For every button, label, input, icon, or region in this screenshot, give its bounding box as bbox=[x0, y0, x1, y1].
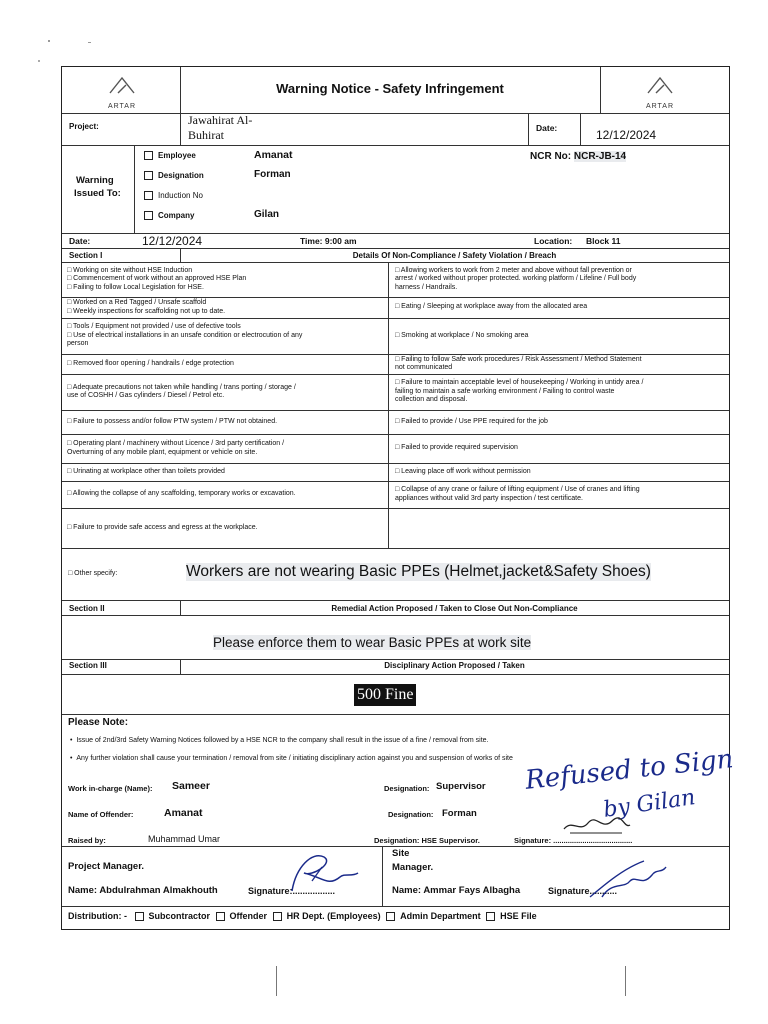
section1-item-line: □ Failure to maintain acceptable level of housekeeping / Working in untidy area / bbox=[395, 379, 644, 387]
section1-item-line: use of COSHH / Gas cylinders / Diesel / Petrol etc. bbox=[67, 392, 225, 399]
dateline-time: Time: 9:00 am bbox=[300, 236, 357, 246]
hse-file-label: HSE File bbox=[500, 911, 537, 921]
dateline-date-label: Date: bbox=[69, 236, 91, 246]
pm-signature bbox=[282, 847, 362, 897]
section3-value: 500 Fine bbox=[354, 684, 416, 706]
designation-label: Designation bbox=[158, 171, 204, 180]
company-label: Company bbox=[158, 211, 195, 220]
section1-item-line: failing to maintain a safe working environment / Failing to control waste bbox=[395, 387, 615, 395]
section3-label: Section III bbox=[69, 661, 107, 670]
section1-item-line: □ Commencement of work without an approved HSE Plan bbox=[67, 275, 247, 283]
section1-left-item[interactable] bbox=[67, 490, 385, 499]
induction-checkbox[interactable] bbox=[144, 191, 153, 200]
section2-title: Remedial Action Proposed / Taken to Close Out Non-Compliance bbox=[331, 604, 578, 613]
pm-name: Name: Abdulrahman Almakhouth bbox=[68, 885, 218, 896]
section1-left-item[interactable] bbox=[67, 267, 385, 293]
section1-left-item[interactable] bbox=[67, 418, 385, 427]
sm-title-line1: Site bbox=[392, 848, 410, 859]
project-date-label: Date: bbox=[536, 123, 558, 133]
section1-item-line: □ Urinating at workplace other than toilets provided bbox=[67, 467, 225, 475]
issued-label-line1: Warning bbox=[76, 175, 114, 186]
section1-item-line: □ Failed to provide required supervision bbox=[395, 444, 518, 452]
notes-item-1-text: Issue of 2nd/3rd Safety Warning Notices followed by a HSE NCR to the company shall result in the issue of a fine / removal from site. bbox=[76, 737, 489, 744]
section1-item-line: □ Allowing workers to work from 2 meter and above without fall prevention or bbox=[395, 266, 632, 274]
section1-left-item[interactable] bbox=[67, 440, 385, 457]
pm-signature-line: Signature:................. bbox=[248, 886, 336, 896]
section1-item-line: □ Collapse of any crane or failure of lifting equipment / Use of cranes and lifting bbox=[395, 486, 640, 493]
distribution-label: Distribution: - bbox=[68, 911, 127, 921]
section1-label: Section I bbox=[69, 251, 103, 260]
section1-item-line: □ Use of electrical installations in an unsafe condition or electrocution of any bbox=[67, 331, 303, 339]
induction-row bbox=[144, 191, 203, 200]
designation-row bbox=[144, 171, 204, 180]
incharge-value: Sameer bbox=[172, 780, 210, 792]
notes-item-2: • Any further violation shall cause your termination / removal from site / initiating disciplinary action against you and suspension of works of site bbox=[70, 755, 513, 762]
section1-right-item[interactable] bbox=[395, 486, 725, 503]
raised-label: Raised by: bbox=[68, 836, 106, 845]
incharge-designation-label: Designation: bbox=[384, 784, 430, 793]
handwritten-refused-note: Refused to Sign by Gilan bbox=[523, 744, 735, 823]
employee-row bbox=[144, 151, 196, 160]
scan-mark bbox=[625, 966, 626, 996]
section1-title: Details Of Non-Compliance / Safety Violation / Breach bbox=[352, 251, 557, 260]
section1-left-item[interactable] bbox=[67, 468, 385, 477]
subcontractor-checkbox[interactable] bbox=[135, 912, 144, 921]
section1-item-line: □ Failure to provide safe access and egress at the workplace. bbox=[67, 523, 258, 531]
section1-left-item[interactable] bbox=[67, 384, 385, 401]
company-value: Gilan bbox=[254, 209, 280, 220]
form-title: Warning Notice - Safety Infringement bbox=[276, 81, 504, 96]
scan-speck bbox=[38, 60, 40, 62]
project-value-line2: Buhirat bbox=[188, 128, 224, 142]
section1-item-line: □ Worked on a Red Tagged / Unsafe scaffold bbox=[67, 299, 207, 306]
ncr-number bbox=[530, 151, 626, 162]
artar-logo-left bbox=[92, 75, 152, 113]
section1-left-item[interactable] bbox=[67, 323, 385, 349]
notes-title: Please Note: bbox=[68, 717, 129, 728]
distribution-row bbox=[68, 911, 537, 921]
section1-item-line: □ Smoking at workplace / No smoking area bbox=[395, 331, 529, 339]
hr-label: HR Dept. (Employees) bbox=[286, 911, 381, 921]
designation-checkbox[interactable] bbox=[144, 171, 153, 180]
pm-title: Project Manager. bbox=[68, 861, 145, 872]
other-specify-value: Workers are not wearing Basic PPEs (Helmet,jacket&Safety Shoes) bbox=[186, 563, 651, 580]
section1-left-item[interactable] bbox=[67, 299, 385, 316]
section1-item-line: □ Allowing the collapse of any scaffolding, temporary works or excavation. bbox=[67, 490, 296, 498]
induction-label: Induction No bbox=[158, 191, 203, 200]
section1-item-line: □ Failure to possess and/or follow PTW system / PTW not obtained. bbox=[67, 417, 278, 425]
subcontractor-label: Subcontractor bbox=[148, 911, 211, 921]
section1-left-item[interactable] bbox=[67, 524, 385, 533]
sm-name: Name: Ammar Fays Albagha bbox=[392, 885, 521, 896]
offender-designation-value: Forman bbox=[442, 808, 477, 819]
project-label: Project: bbox=[69, 122, 99, 131]
section1-item-line: appliances without valid 3rd party inspection / test certificate. bbox=[395, 494, 583, 502]
raised-value: Muhammad Umar bbox=[148, 834, 221, 844]
warning-notice-form bbox=[61, 66, 735, 930]
scan-mark bbox=[276, 966, 277, 996]
section1-item-line: not communicated bbox=[395, 364, 453, 371]
other-specify-label: □ Other specify: bbox=[68, 570, 118, 577]
ncr-label: NCR No: bbox=[530, 151, 572, 162]
dateline-date-value: 12/12/2024 bbox=[142, 234, 203, 248]
artar-logo-text: ARTAR bbox=[645, 103, 675, 110]
employee-value: Amanat bbox=[254, 149, 293, 161]
section1-right-item[interactable] bbox=[395, 356, 725, 373]
section1-item-line: □ Operating plant / machinery without Licence / 3rd party certification / bbox=[67, 440, 285, 447]
offender-value: Amanat bbox=[164, 807, 203, 819]
company-row bbox=[144, 211, 194, 220]
section1-right-item[interactable] bbox=[395, 303, 725, 312]
section1-right-item[interactable] bbox=[395, 379, 725, 405]
section1-item-line: person bbox=[67, 340, 89, 348]
section1-item-line: □ Failed to provide / Use PPE required for the job bbox=[395, 417, 548, 425]
raised-signature-line: Signature: ...................................... bbox=[514, 836, 633, 845]
offender-signature-mark bbox=[562, 815, 632, 835]
section1-item-line: arrest / worked without proper protected. working platform / Lifeline / Full body bbox=[395, 275, 637, 283]
hse-file-checkbox[interactable] bbox=[486, 912, 495, 921]
section1-item-line: □ Weekly inspections for scaffolding not up to date. bbox=[67, 307, 226, 315]
designation-value: Forman bbox=[254, 169, 291, 180]
section1-right-item[interactable] bbox=[395, 332, 725, 341]
section1-item-line: □ Leaving place off work without permission bbox=[395, 467, 531, 475]
section1-item-line: □ Failing to follow Safe work procedures / Risk Assessment / Method Statement bbox=[395, 355, 642, 363]
section1-item-line: □ Failing to follow Local Legislation for HSE. bbox=[67, 283, 204, 291]
section1-item-line: collection and disposal. bbox=[395, 396, 468, 404]
section1-right-item[interactable] bbox=[395, 444, 725, 453]
admin-checkbox[interactable] bbox=[386, 912, 395, 921]
offender-label: Name of Offender: bbox=[68, 810, 134, 819]
artar-logo-icon bbox=[645, 75, 675, 95]
section1-item-line: □ Removed floor opening / handrails / edge protection bbox=[67, 359, 234, 367]
scan-speck bbox=[88, 42, 91, 43]
employee-label: Employee bbox=[158, 151, 196, 160]
section1-left-item[interactable] bbox=[67, 360, 385, 369]
sm-signature-line: Signature........... bbox=[548, 886, 618, 896]
dateline-location-value: Block 11 bbox=[586, 236, 621, 246]
raised-designation: Designation: HSE Supervisor. bbox=[374, 836, 480, 845]
notes-item-1: • Issue of 2nd/3rd Safety Warning Notices followed by a HSE NCR to the company shall result in the issue of a fine / removal from site. bbox=[70, 737, 489, 744]
project-value-line1: Jawahirat Al- bbox=[188, 113, 253, 127]
offender-designation-label: Designation: bbox=[388, 810, 434, 819]
artar-logo-right bbox=[630, 75, 690, 113]
section2-value: Please enforce them to wear Basic PPEs at work site bbox=[213, 635, 532, 650]
ncr-value: NCR-JB-14 bbox=[573, 151, 627, 162]
section1-right-item[interactable] bbox=[395, 418, 725, 427]
section1-item-line: □ Adequate precautions not taken while handling / trans porting / storage / bbox=[67, 383, 296, 391]
sm-title-line2: Manager. bbox=[392, 862, 434, 873]
section1-item-line: □ Eating / Sleeping at workplace away from the allocated area bbox=[395, 303, 588, 311]
hr-checkbox[interactable] bbox=[273, 912, 282, 921]
scan-speck bbox=[48, 40, 50, 42]
section2-label: Section II bbox=[69, 604, 105, 613]
section1-item-line: □ Tools / Equipment not provided / use of defective tools bbox=[67, 323, 241, 331]
dateline-location-label: Location: bbox=[534, 236, 573, 246]
section1-item-line: □ Working on site without HSE Induction bbox=[67, 266, 193, 274]
incharge-designation-value: Supervisor bbox=[436, 781, 486, 792]
artar-logo-icon bbox=[107, 75, 137, 95]
section1-right-item[interactable] bbox=[395, 267, 725, 293]
artar-logo-text: ARTAR bbox=[107, 103, 137, 110]
section1-item-line: Overturning of any mobile plant, equipment or vehicle on site. bbox=[67, 448, 258, 456]
project-date-value: 12/12/2024 bbox=[596, 128, 657, 142]
section1-right-item[interactable] bbox=[395, 468, 725, 477]
notes-item-2-text: Any further violation shall cause your termination / removal from site / initiating disciplinary action against you and suspension of works of site bbox=[76, 755, 513, 762]
admin-label: Admin Department bbox=[400, 911, 481, 921]
incharge-label: Work in-charge (Name): bbox=[68, 784, 153, 793]
offender-checkbox[interactable] bbox=[216, 912, 225, 921]
section1-item-line: harness / Handrails. bbox=[395, 283, 458, 291]
section3-title: Disciplinary Action Proposed / Taken bbox=[384, 661, 525, 670]
offender-dist-label: Offender bbox=[229, 911, 268, 921]
employee-checkbox[interactable] bbox=[144, 151, 153, 160]
issued-label-line2: Issued To: bbox=[74, 188, 121, 199]
company-checkbox[interactable] bbox=[144, 211, 153, 220]
sm-signature bbox=[582, 857, 672, 903]
